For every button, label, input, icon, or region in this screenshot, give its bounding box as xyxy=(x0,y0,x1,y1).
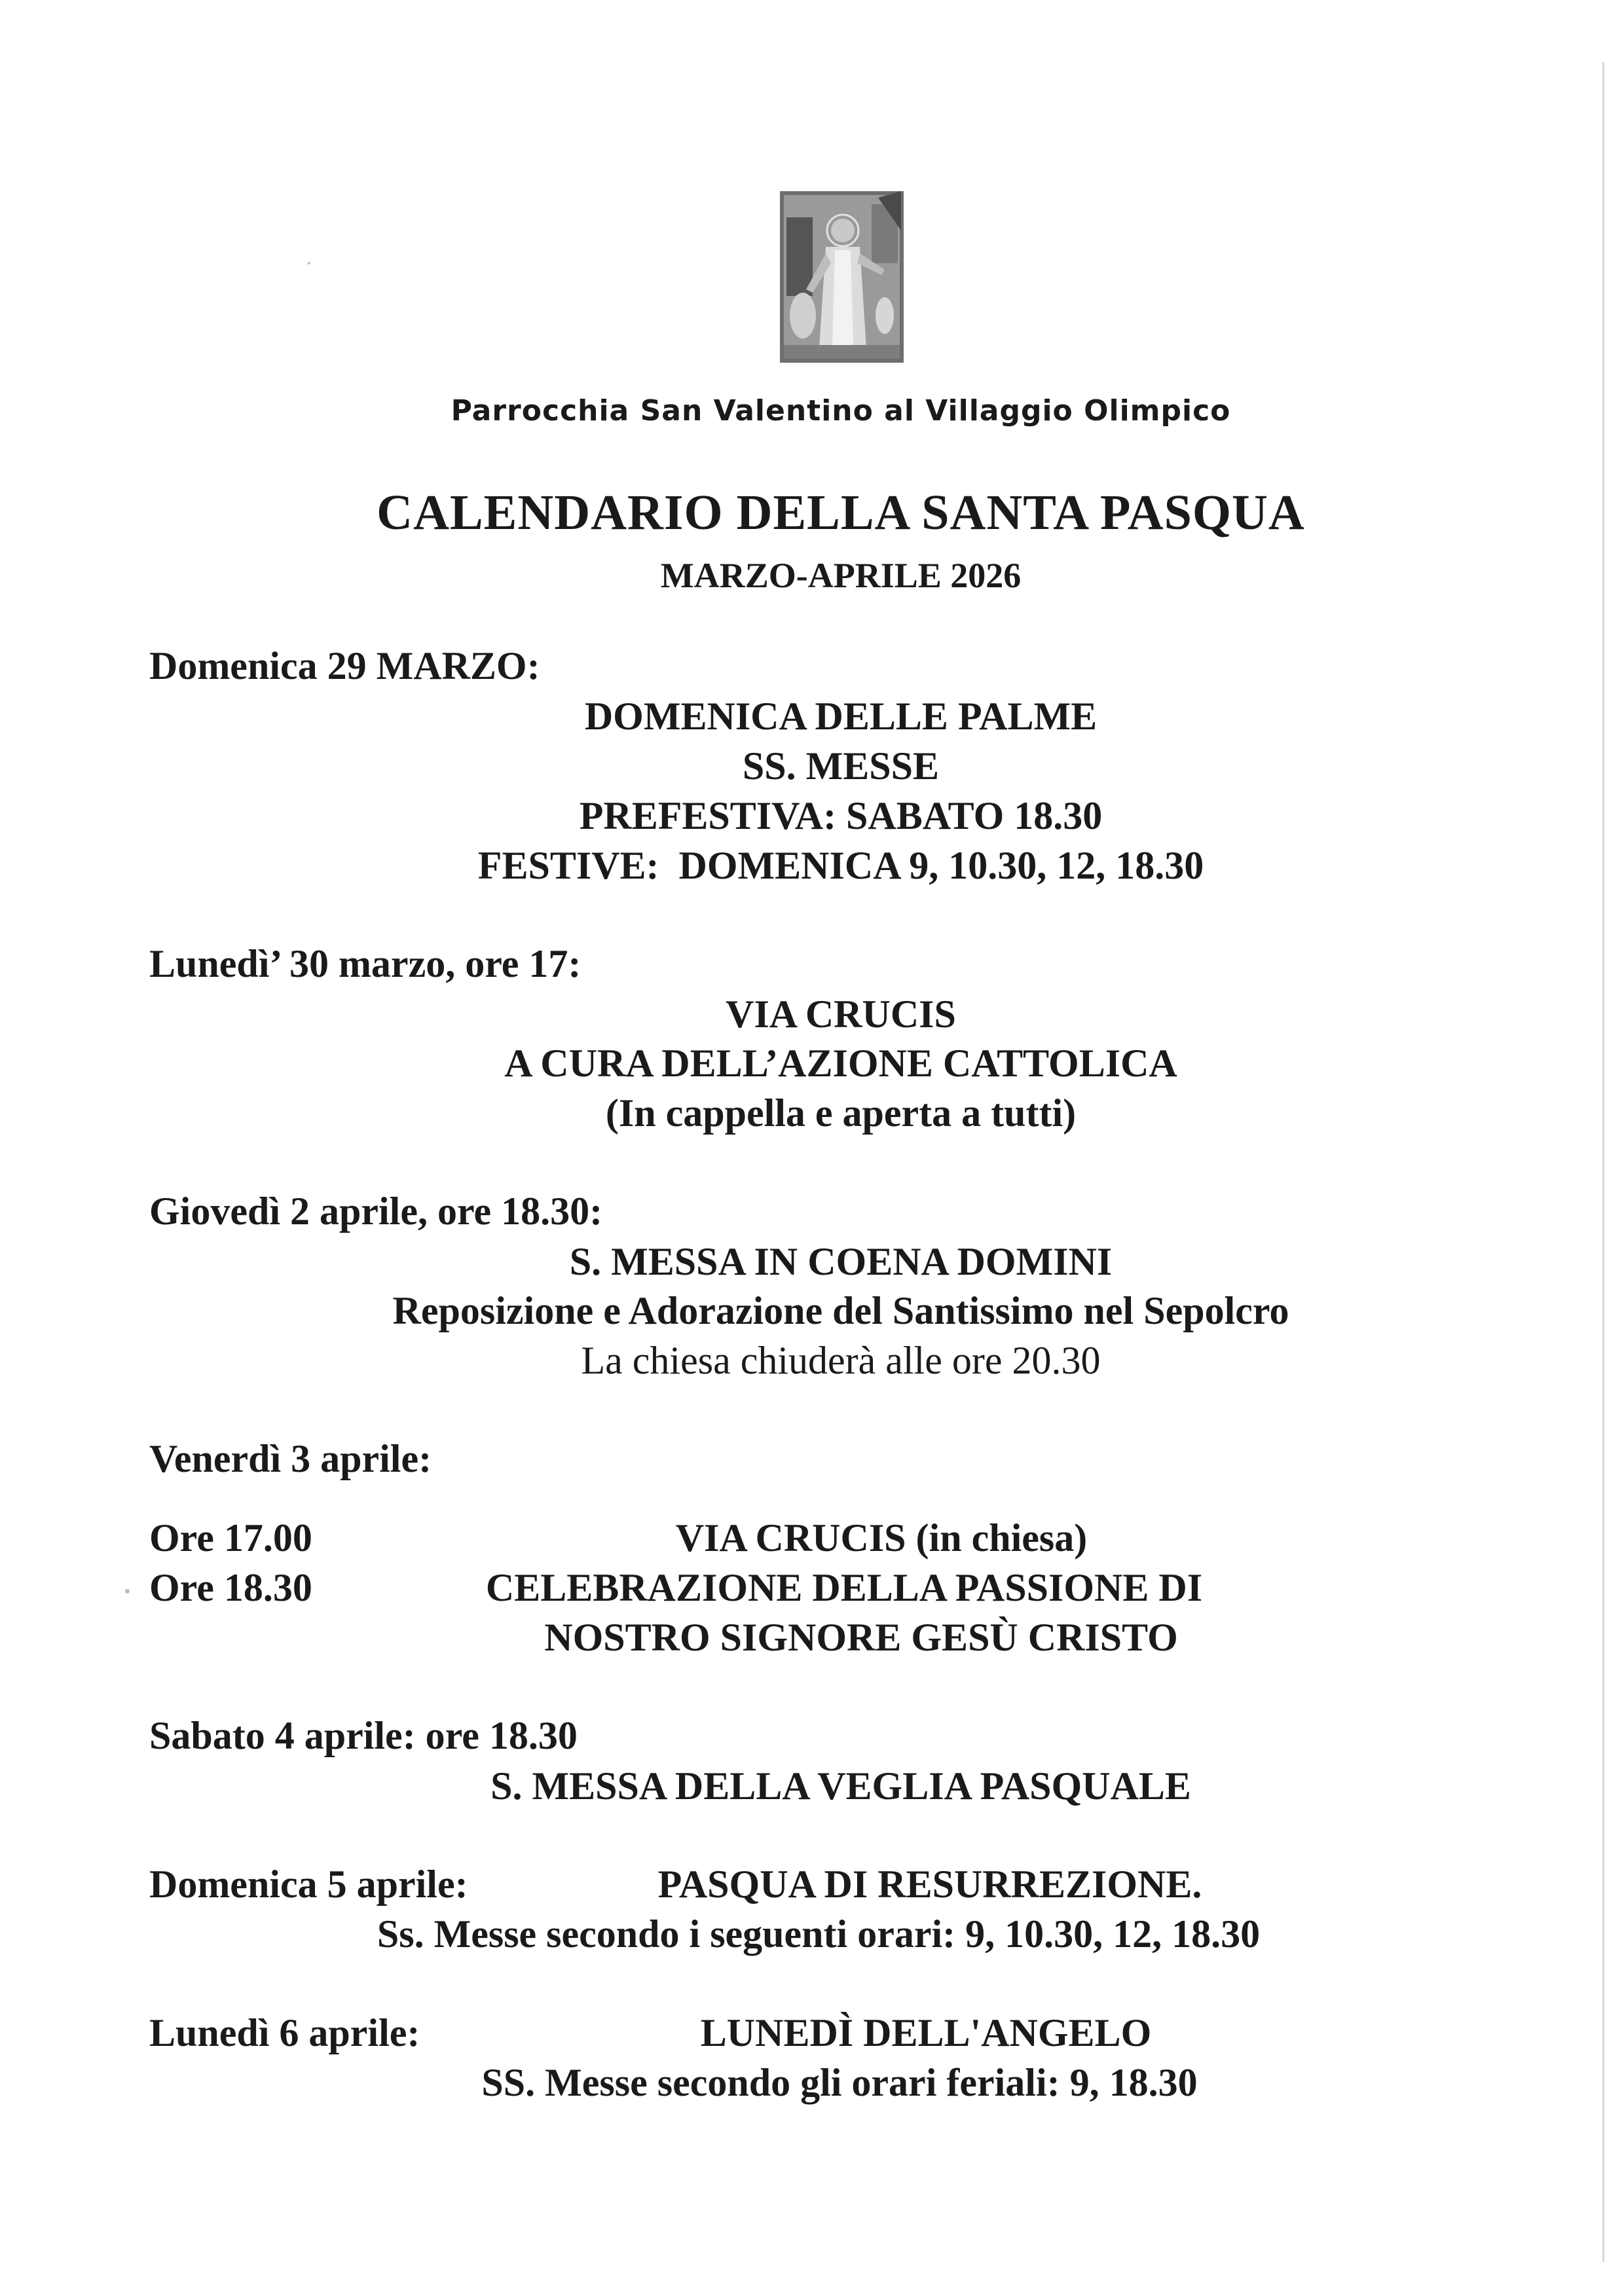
saint-valentine-image xyxy=(780,191,904,363)
easter-sunday-title: PASQUA DI RESURREZIONE. xyxy=(657,1863,1202,1906)
friday-3-via-crucis: VIA CRUCIS (in chiesa) xyxy=(675,1516,1088,1559)
friday-3-passion-line-1: CELEBRAZIONE DELLA PASSIONE DI xyxy=(485,1566,1203,1609)
thursday-2-closing: La chiesa chiuderà alle ore 20.30 xyxy=(581,1339,1101,1382)
palm-sunday-date: Domenica 29 MARZO: xyxy=(149,644,540,687)
friday-3-time-1: Ore 17.00 xyxy=(149,1516,312,1559)
easter-sunday-date: Domenica 5 aprile: xyxy=(149,1863,468,1906)
easter-monday-title: LUNEDÌ DELL'ANGELO xyxy=(700,2011,1152,2054)
palm-sunday-masses: SS. MESSE xyxy=(742,744,940,788)
scan-edge-line xyxy=(1602,62,1604,2262)
page-title: CALENDARIO DELLA SANTA PASQUA xyxy=(377,485,1305,540)
thursday-2-mass: S. MESSA IN COENA DOMINI xyxy=(569,1240,1113,1283)
friday-3-time-2: Ore 18.30 xyxy=(149,1566,312,1609)
easter-sunday-masses: Ss. Messe secondo i seguenti orari: 9, 10.30, 12, 18.30 xyxy=(377,1912,1261,1956)
easter-monday-masses: SS. Messe secondo gli orari feriali: 9, 18.30 xyxy=(481,2061,1198,2104)
palm-sunday-prefestiva: PREFESTIVA: SABATO 18.30 xyxy=(579,794,1103,837)
monday-30-location: (In cappella e aperta a tutti) xyxy=(605,1091,1077,1135)
thursday-2-adoration: Reposizione e Adorazione del Santissimo nel Sepolcro xyxy=(392,1289,1289,1332)
monday-30-organizer: A CURA DELL’AZIONE CATTOLICA xyxy=(504,1042,1177,1085)
parish-name: Parrocchia San Valentino al Villaggio Olimpico xyxy=(451,394,1231,428)
saturday-4-vigil: S. MESSA DELLA VEGLIA PASQUALE xyxy=(490,1764,1191,1808)
easter-monday-date: Lunedì 6 aprile: xyxy=(149,2011,420,2054)
monday-30-date: Lunedì’ 30 marzo, ore 17: xyxy=(149,942,581,985)
page-subtitle: MARZO-APRILE 2026 xyxy=(660,556,1022,595)
friday-3-date: Venerdì 3 aprile: xyxy=(149,1437,432,1480)
monday-30-via-crucis: VIA CRUCIS xyxy=(726,993,956,1036)
thursday-2-date: Giovedì 2 aprile, ore 18.30: xyxy=(149,1190,603,1233)
saturday-4-date: Sabato 4 aprile: ore 18.30 xyxy=(149,1714,578,1757)
scan-speck xyxy=(308,262,310,264)
scan-speck xyxy=(125,1589,130,1594)
friday-3-passion-line-2: NOSTRO SIGNORE GESÙ CRISTO xyxy=(544,1616,1178,1659)
palm-sunday-title: DOMENICA DELLE PALME xyxy=(584,695,1098,738)
palm-sunday-festive: FESTIVE: DOMENICA 9, 10.30, 12, 18.30 xyxy=(477,844,1204,887)
